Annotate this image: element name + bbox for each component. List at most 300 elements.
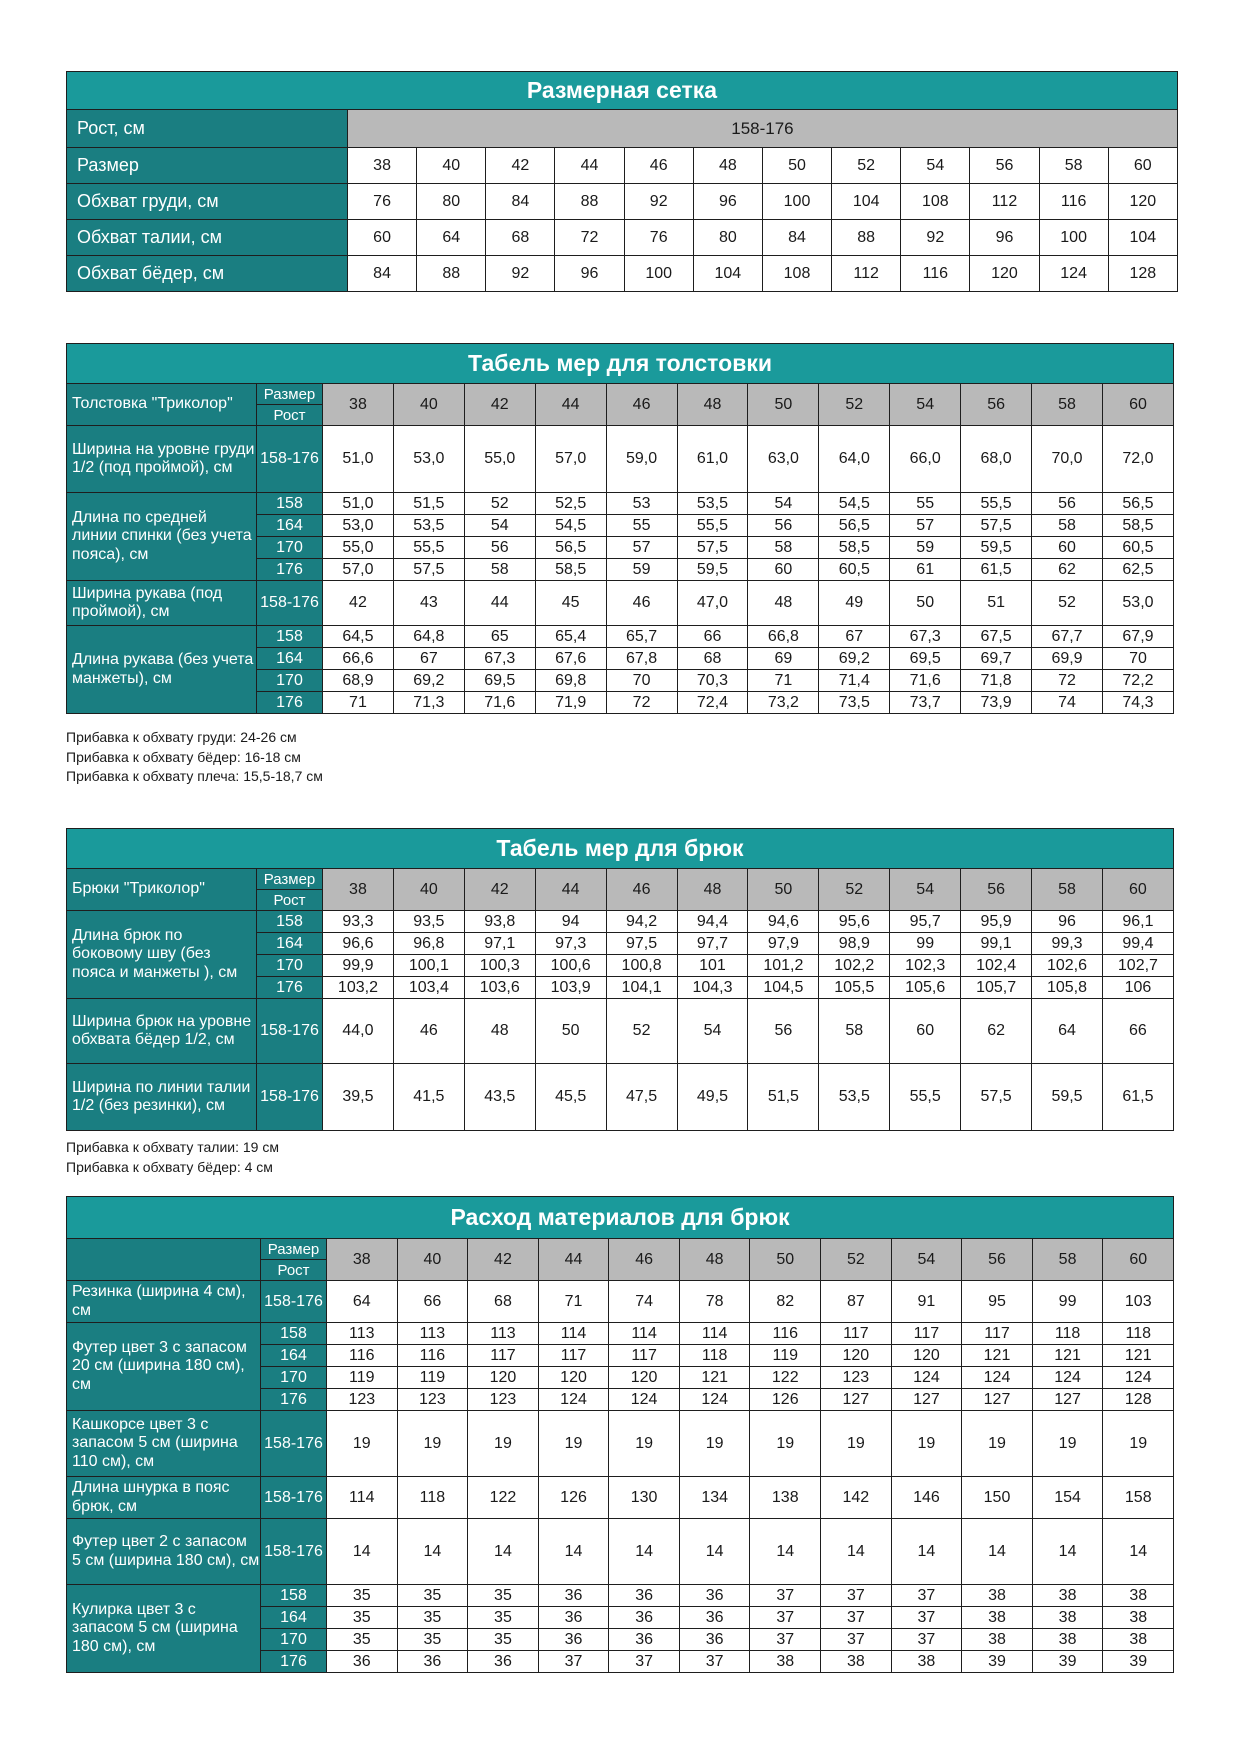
size-grid-cell: 60 bbox=[1108, 148, 1177, 184]
size-header: 54 bbox=[890, 384, 961, 426]
height-cell: 158 bbox=[261, 1323, 327, 1345]
height-cell: 158 bbox=[257, 493, 323, 515]
size-header: 38 bbox=[323, 384, 394, 426]
value-cell: 123 bbox=[468, 1389, 539, 1411]
value-cell: 35 bbox=[397, 1607, 468, 1629]
value-cell: 105,6 bbox=[890, 977, 961, 999]
size-grid-cell: 120 bbox=[1108, 184, 1177, 220]
value-cell: 55,5 bbox=[890, 1064, 961, 1131]
row-label: Длина рукава (без учета манжеты), см bbox=[67, 626, 257, 714]
size-header: 50 bbox=[748, 384, 819, 426]
value-cell: 51 bbox=[961, 581, 1032, 626]
value-cell: 38 bbox=[962, 1607, 1033, 1629]
size-label: Размер bbox=[257, 384, 323, 405]
value-cell: 60 bbox=[748, 559, 819, 581]
value-cell: 99 bbox=[1032, 1281, 1103, 1323]
value-cell: 67,5 bbox=[961, 626, 1032, 648]
size-grid-cell: 112 bbox=[970, 184, 1039, 220]
value-cell: 98,9 bbox=[819, 933, 890, 955]
value-cell: 104,1 bbox=[606, 977, 677, 999]
value-cell: 36 bbox=[679, 1607, 750, 1629]
value-cell: 97,9 bbox=[748, 933, 819, 955]
note-line: Прибавка к обхвату бёдер: 4 см bbox=[66, 1158, 273, 1175]
value-cell: 47,0 bbox=[677, 581, 748, 626]
height-row bbox=[67, 110, 1178, 148]
value-cell: 71 bbox=[323, 692, 394, 714]
value-cell: 41,5 bbox=[393, 1064, 464, 1131]
value-cell: 36 bbox=[679, 1585, 750, 1607]
size-header: 54 bbox=[890, 869, 961, 911]
value-cell: 55,0 bbox=[464, 426, 535, 493]
value-cell: 103,2 bbox=[323, 977, 394, 999]
size-header: 40 bbox=[393, 869, 464, 911]
size-grid-row-label: Обхват талии, см bbox=[67, 220, 348, 256]
value-cell: 56,5 bbox=[819, 515, 890, 537]
value-cell: 91 bbox=[891, 1281, 962, 1323]
value-cell: 66,8 bbox=[748, 626, 819, 648]
value-cell: 122 bbox=[468, 1477, 539, 1519]
value-cell: 57,0 bbox=[535, 426, 606, 493]
height-cell: 170 bbox=[261, 1629, 327, 1651]
value-cell: 123 bbox=[821, 1367, 892, 1389]
size-grid-cell: 42 bbox=[486, 148, 555, 184]
value-cell: 113 bbox=[327, 1323, 398, 1345]
value-cell: 54,5 bbox=[819, 493, 890, 515]
value-cell: 66 bbox=[1102, 999, 1173, 1064]
value-cell: 54 bbox=[677, 999, 748, 1064]
value-cell: 82 bbox=[750, 1281, 821, 1323]
value-cell: 71,4 bbox=[819, 670, 890, 692]
value-cell: 62 bbox=[961, 999, 1032, 1064]
sweatshirt-notes bbox=[66, 728, 323, 787]
value-cell: 121 bbox=[962, 1345, 1033, 1367]
size-header: 46 bbox=[606, 869, 677, 911]
value-cell: 56 bbox=[464, 537, 535, 559]
height-label: Рост, см bbox=[67, 110, 348, 148]
row-label: Ширина на уровне груди 1/2 (под проймой), см bbox=[67, 426, 257, 493]
size-grid-cell: 92 bbox=[624, 184, 693, 220]
value-cell: 96,8 bbox=[393, 933, 464, 955]
value-cell: 116 bbox=[750, 1323, 821, 1345]
size-grid-cell: 56 bbox=[970, 148, 1039, 184]
value-cell: 74,3 bbox=[1102, 692, 1173, 714]
size-grid-cell: 84 bbox=[348, 256, 417, 292]
size-grid-cell: 84 bbox=[486, 184, 555, 220]
value-cell: 121 bbox=[679, 1367, 750, 1389]
value-cell: 126 bbox=[538, 1477, 609, 1519]
value-cell: 93,5 bbox=[393, 911, 464, 933]
value-cell: 117 bbox=[538, 1345, 609, 1367]
size-grid-cell: 88 bbox=[555, 184, 624, 220]
size-header: 52 bbox=[819, 869, 890, 911]
value-cell: 37 bbox=[821, 1607, 892, 1629]
value-cell: 62,5 bbox=[1102, 559, 1173, 581]
value-cell: 99,4 bbox=[1102, 933, 1173, 955]
value-cell: 116 bbox=[397, 1345, 468, 1367]
pants-corner-label: Брюки "Триколор" bbox=[67, 869, 257, 911]
size-grid-cell: 104 bbox=[832, 184, 901, 220]
value-cell: 55,5 bbox=[961, 493, 1032, 515]
size-grid-cell: 58 bbox=[1039, 148, 1108, 184]
value-cell: 71,8 bbox=[961, 670, 1032, 692]
value-cell: 127 bbox=[962, 1389, 1033, 1411]
size-grid-cell: 60 bbox=[348, 220, 417, 256]
value-cell: 124 bbox=[679, 1389, 750, 1411]
size-header: 46 bbox=[609, 1239, 680, 1281]
value-cell: 35 bbox=[397, 1585, 468, 1607]
value-cell: 38 bbox=[1103, 1607, 1174, 1629]
title-row bbox=[67, 1197, 1174, 1239]
value-cell: 39 bbox=[1103, 1651, 1174, 1673]
size-grid-cell: 76 bbox=[348, 184, 417, 220]
value-cell: 19 bbox=[1103, 1411, 1174, 1477]
value-cell: 43,5 bbox=[464, 1064, 535, 1131]
value-cell: 94,6 bbox=[748, 911, 819, 933]
value-cell: 53,5 bbox=[677, 493, 748, 515]
value-cell: 60,5 bbox=[819, 559, 890, 581]
value-cell: 64,0 bbox=[819, 426, 890, 493]
value-cell: 59,5 bbox=[1032, 1064, 1103, 1131]
value-cell: 70,0 bbox=[1032, 426, 1103, 493]
value-cell: 53,5 bbox=[819, 1064, 890, 1131]
size-header: 56 bbox=[962, 1239, 1033, 1281]
value-cell: 50 bbox=[535, 999, 606, 1064]
value-cell: 67,9 bbox=[1102, 626, 1173, 648]
value-cell: 70 bbox=[1102, 648, 1173, 670]
value-cell: 59,5 bbox=[677, 559, 748, 581]
value-cell: 105,5 bbox=[819, 977, 890, 999]
size-grid-cell: 100 bbox=[1039, 220, 1108, 256]
height-cell: 164 bbox=[257, 515, 323, 537]
value-cell: 36 bbox=[468, 1651, 539, 1673]
title-row bbox=[67, 72, 1178, 110]
value-cell: 38 bbox=[750, 1651, 821, 1673]
note-line: Прибавка к обхвату груди: 24-26 см bbox=[66, 729, 297, 745]
size-grid-cell: 68 bbox=[486, 220, 555, 256]
value-cell: 124 bbox=[891, 1367, 962, 1389]
value-cell: 117 bbox=[609, 1345, 680, 1367]
value-cell: 124 bbox=[1032, 1367, 1103, 1389]
size-header: 48 bbox=[679, 1239, 750, 1281]
size-header: 56 bbox=[961, 384, 1032, 426]
value-cell: 45,5 bbox=[535, 1064, 606, 1131]
size-grid-cell: 92 bbox=[486, 256, 555, 292]
value-cell: 100,3 bbox=[464, 955, 535, 977]
value-cell: 68,0 bbox=[961, 426, 1032, 493]
value-cell: 118 bbox=[1032, 1323, 1103, 1345]
value-cell: 69,5 bbox=[464, 670, 535, 692]
height-cell: 176 bbox=[257, 977, 323, 999]
value-cell: 37 bbox=[891, 1607, 962, 1629]
note-line: Прибавка к обхвату талии: 19 см bbox=[66, 1139, 279, 1155]
value-cell: 101,2 bbox=[748, 955, 819, 977]
value-cell: 121 bbox=[1032, 1345, 1103, 1367]
value-cell: 46 bbox=[606, 581, 677, 626]
value-cell: 53,5 bbox=[393, 515, 464, 537]
size-grid-cell: 100 bbox=[762, 184, 831, 220]
value-cell: 96,6 bbox=[323, 933, 394, 955]
row-label: Футер цвет 2 с запасом 5 см (ширина 180 см), см bbox=[67, 1519, 261, 1585]
value-cell: 19 bbox=[1032, 1411, 1103, 1477]
size-header: 58 bbox=[1032, 1239, 1103, 1281]
value-cell: 39 bbox=[1032, 1651, 1103, 1673]
row-label: Длина брюк по боковому шву (без пояса и манжеты ), см bbox=[67, 911, 257, 999]
value-cell: 154 bbox=[1032, 1477, 1103, 1519]
value-cell: 127 bbox=[1032, 1389, 1103, 1411]
value-cell: 71 bbox=[538, 1281, 609, 1323]
size-grid-cell: 88 bbox=[832, 220, 901, 256]
value-cell: 117 bbox=[468, 1345, 539, 1367]
value-cell: 54 bbox=[748, 493, 819, 515]
value-cell: 55,0 bbox=[323, 537, 394, 559]
value-cell: 146 bbox=[891, 1477, 962, 1519]
value-cell: 118 bbox=[679, 1345, 750, 1367]
value-cell: 56,5 bbox=[535, 537, 606, 559]
value-cell: 36 bbox=[609, 1607, 680, 1629]
value-cell: 37 bbox=[821, 1629, 892, 1651]
value-cell: 56 bbox=[748, 999, 819, 1064]
value-cell: 71,9 bbox=[535, 692, 606, 714]
height-cell: 158-176 bbox=[257, 999, 323, 1064]
size-header: 52 bbox=[819, 384, 890, 426]
data-row bbox=[67, 1585, 1174, 1607]
value-cell: 66,0 bbox=[890, 426, 961, 493]
value-cell: 69,2 bbox=[819, 648, 890, 670]
size-grid-cell: 124 bbox=[1039, 256, 1108, 292]
data-row bbox=[67, 426, 1174, 493]
size-header: 58 bbox=[1032, 869, 1103, 911]
height-cell: 164 bbox=[257, 648, 323, 670]
value-cell: 64,5 bbox=[323, 626, 394, 648]
value-cell: 95 bbox=[962, 1281, 1033, 1323]
header-row bbox=[67, 869, 1174, 890]
value-cell: 94,2 bbox=[606, 911, 677, 933]
value-cell: 68 bbox=[677, 648, 748, 670]
value-cell: 72,0 bbox=[1102, 426, 1173, 493]
height-cell: 158-176 bbox=[261, 1411, 327, 1477]
value-cell: 67,3 bbox=[890, 626, 961, 648]
value-cell: 59 bbox=[606, 559, 677, 581]
size-grid-cell: 96 bbox=[693, 184, 762, 220]
size-label: Размер bbox=[261, 1239, 327, 1260]
value-cell: 57,5 bbox=[677, 537, 748, 559]
height-cell: 158-176 bbox=[257, 581, 323, 626]
size-header: 54 bbox=[891, 1239, 962, 1281]
value-cell: 71,6 bbox=[464, 692, 535, 714]
height-cell: 170 bbox=[257, 955, 323, 977]
pants-section bbox=[66, 828, 1173, 1131]
row-label: Ширина брюк на уровне обхвата бёдер 1/2, см bbox=[67, 999, 257, 1064]
value-cell: 100,6 bbox=[535, 955, 606, 977]
value-cell: 38 bbox=[1032, 1629, 1103, 1651]
row-label: Длина по средней линии спинки (без учета пояса), см bbox=[67, 493, 257, 581]
data-row bbox=[67, 1064, 1174, 1131]
value-cell: 53,0 bbox=[393, 426, 464, 493]
height-cell: 176 bbox=[261, 1389, 327, 1411]
row-label: Ширина по линии талии 1/2 (без резинки), см bbox=[67, 1064, 257, 1131]
value-cell: 19 bbox=[327, 1411, 398, 1477]
value-cell: 73,5 bbox=[819, 692, 890, 714]
value-cell: 126 bbox=[750, 1389, 821, 1411]
data-row bbox=[67, 493, 1174, 515]
size-grid-cell: 112 bbox=[832, 256, 901, 292]
value-cell: 63,0 bbox=[748, 426, 819, 493]
value-cell: 19 bbox=[468, 1411, 539, 1477]
value-cell: 130 bbox=[609, 1477, 680, 1519]
height-cell: 176 bbox=[257, 692, 323, 714]
value-cell: 55,5 bbox=[677, 515, 748, 537]
value-cell: 59 bbox=[890, 537, 961, 559]
value-cell: 127 bbox=[891, 1389, 962, 1411]
value-cell: 118 bbox=[1103, 1323, 1174, 1345]
value-cell: 119 bbox=[397, 1367, 468, 1389]
value-cell: 95,6 bbox=[819, 911, 890, 933]
value-cell: 57 bbox=[606, 537, 677, 559]
height-cell: 158-176 bbox=[261, 1281, 327, 1323]
value-cell: 57 bbox=[890, 515, 961, 537]
value-cell: 37 bbox=[679, 1651, 750, 1673]
size-grid-cell: 104 bbox=[693, 256, 762, 292]
size-header: 38 bbox=[327, 1239, 398, 1281]
value-cell: 60 bbox=[890, 999, 961, 1064]
value-cell: 59,0 bbox=[606, 426, 677, 493]
row-label: Кашкорсе цвет 3 с запасом 5 см (ширина 110 см), см bbox=[67, 1411, 261, 1477]
value-cell: 124 bbox=[962, 1367, 1033, 1389]
height-cell: 176 bbox=[261, 1651, 327, 1673]
value-cell: 39 bbox=[962, 1651, 1033, 1673]
value-cell: 134 bbox=[679, 1477, 750, 1519]
size-grid-cell: 96 bbox=[970, 220, 1039, 256]
height-cell: 158-176 bbox=[257, 426, 323, 493]
value-cell: 19 bbox=[891, 1411, 962, 1477]
size-grid-table bbox=[66, 71, 1178, 292]
size-grid-row bbox=[67, 184, 1178, 220]
size-header: 40 bbox=[393, 384, 464, 426]
value-cell: 122 bbox=[750, 1367, 821, 1389]
value-cell: 114 bbox=[679, 1323, 750, 1345]
size-grid-row-label: Обхват груди, см bbox=[67, 184, 348, 220]
value-cell: 51,0 bbox=[323, 426, 394, 493]
value-cell: 61 bbox=[890, 559, 961, 581]
value-cell: 53,0 bbox=[323, 515, 394, 537]
value-cell: 78 bbox=[679, 1281, 750, 1323]
value-cell: 113 bbox=[468, 1323, 539, 1345]
value-cell: 37 bbox=[538, 1651, 609, 1673]
value-cell: 69,7 bbox=[961, 648, 1032, 670]
value-cell: 36 bbox=[609, 1629, 680, 1651]
value-cell: 119 bbox=[327, 1367, 398, 1389]
value-cell: 37 bbox=[750, 1629, 821, 1651]
sweatshirt-title: Табель мер для толстовки bbox=[67, 344, 1174, 384]
materials-title: Расход материалов для брюк bbox=[67, 1197, 1174, 1239]
value-cell: 14 bbox=[397, 1519, 468, 1585]
size-grid-row bbox=[67, 148, 1178, 184]
row-label: Футер цвет 3 с запасом 20 см (ширина 180 см), см bbox=[67, 1323, 261, 1411]
value-cell: 44 bbox=[464, 581, 535, 626]
value-cell: 53 bbox=[606, 493, 677, 515]
value-cell: 99,3 bbox=[1032, 933, 1103, 955]
value-cell: 35 bbox=[468, 1629, 539, 1651]
value-cell: 38 bbox=[1103, 1629, 1174, 1651]
value-cell: 74 bbox=[609, 1281, 680, 1323]
value-cell: 67 bbox=[819, 626, 890, 648]
value-cell: 56 bbox=[1032, 493, 1103, 515]
value-cell: 47,5 bbox=[606, 1064, 677, 1131]
size-header: 60 bbox=[1102, 869, 1173, 911]
value-cell: 105,8 bbox=[1032, 977, 1103, 999]
value-cell: 114 bbox=[327, 1477, 398, 1519]
size-grid-cell: 72 bbox=[555, 220, 624, 256]
value-cell: 49 bbox=[819, 581, 890, 626]
value-cell: 64 bbox=[1032, 999, 1103, 1064]
value-cell: 127 bbox=[821, 1389, 892, 1411]
value-cell: 66,6 bbox=[323, 648, 394, 670]
value-cell: 64 bbox=[327, 1281, 398, 1323]
value-cell: 61,0 bbox=[677, 426, 748, 493]
size-grid-row bbox=[67, 220, 1178, 256]
row-label: Кулирка цвет 3 с запасом 5 см (ширина 180 см), см bbox=[67, 1585, 261, 1673]
size-grid-cell: 84 bbox=[762, 220, 831, 256]
value-cell: 19 bbox=[679, 1411, 750, 1477]
size-grid-cell: 120 bbox=[970, 256, 1039, 292]
data-row bbox=[67, 1323, 1174, 1345]
size-header: 42 bbox=[464, 869, 535, 911]
size-header: 46 bbox=[606, 384, 677, 426]
value-cell: 55 bbox=[890, 493, 961, 515]
size-grid-cell: 80 bbox=[417, 184, 486, 220]
value-cell: 14 bbox=[821, 1519, 892, 1585]
value-cell: 54,5 bbox=[535, 515, 606, 537]
size-header: 60 bbox=[1103, 1239, 1174, 1281]
value-cell: 36 bbox=[327, 1651, 398, 1673]
value-cell: 117 bbox=[821, 1323, 892, 1345]
value-cell: 94,4 bbox=[677, 911, 748, 933]
data-row bbox=[67, 1519, 1174, 1585]
size-header: 60 bbox=[1102, 384, 1173, 426]
value-cell: 51,5 bbox=[748, 1064, 819, 1131]
value-cell: 102,4 bbox=[961, 955, 1032, 977]
value-cell: 58,5 bbox=[1102, 515, 1173, 537]
materials-corner-label bbox=[67, 1239, 261, 1281]
value-cell: 150 bbox=[962, 1477, 1033, 1519]
value-cell: 70,3 bbox=[677, 670, 748, 692]
height-cell: 158-176 bbox=[261, 1477, 327, 1519]
value-cell: 119 bbox=[750, 1345, 821, 1367]
value-cell: 52,5 bbox=[535, 493, 606, 515]
value-cell: 14 bbox=[962, 1519, 1033, 1585]
value-cell: 67 bbox=[393, 648, 464, 670]
value-cell: 97,1 bbox=[464, 933, 535, 955]
value-cell: 58,5 bbox=[819, 537, 890, 559]
value-cell: 49,5 bbox=[677, 1064, 748, 1131]
value-cell: 105,7 bbox=[961, 977, 1032, 999]
value-cell: 19 bbox=[750, 1411, 821, 1477]
height-cell: 158 bbox=[257, 626, 323, 648]
size-grid-cell: 50 bbox=[762, 148, 831, 184]
row-label: Ширина рукава (под проймой), см bbox=[67, 581, 257, 626]
materials-section bbox=[66, 1196, 1173, 1673]
value-cell: 65,4 bbox=[535, 626, 606, 648]
size-grid-cell: 48 bbox=[693, 148, 762, 184]
value-cell: 39,5 bbox=[323, 1064, 394, 1131]
value-cell: 37 bbox=[891, 1629, 962, 1651]
value-cell: 65,7 bbox=[606, 626, 677, 648]
sweatshirt-section bbox=[66, 343, 1173, 714]
size-header: 50 bbox=[750, 1239, 821, 1281]
height-cell: 170 bbox=[257, 670, 323, 692]
value-cell: 57,5 bbox=[961, 1064, 1032, 1131]
value-cell: 114 bbox=[609, 1323, 680, 1345]
